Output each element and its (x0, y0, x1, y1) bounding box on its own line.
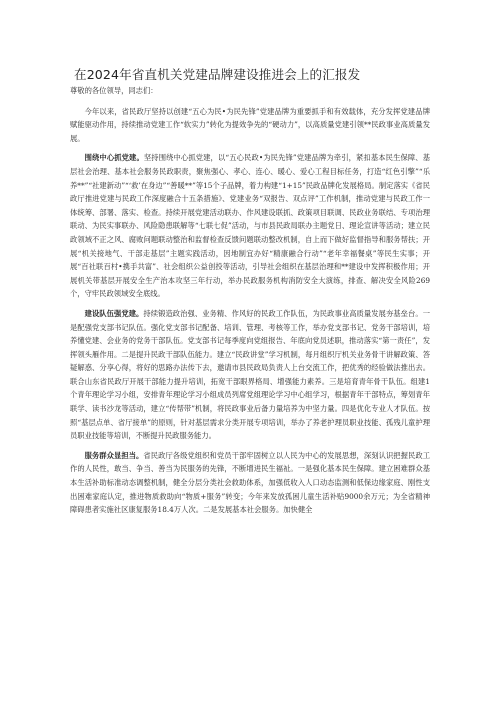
section-lead-2: 建设队伍强党建。 (84, 308, 144, 318)
section-lead-3: 服务群众显担当。 (84, 450, 144, 460)
section-body-2: 持续锻造政治强、业务精、作风好的民政工作队伍，为民政事业高质量发展夯基垒台。一是配强党支部书记队伍。强化党支部书记配备、培训、管理、考核等工作，举办党支部书记、党务干部培训，培养懂党建、会业务的党务干部队伍。党支部书记每季度向党组报告、年底向党员述职，推动落实“第一责任”，发挥领头雁作用。二是提升民政干部队伍能力。建立“民政讲堂”学习机制，每月组织厅机关业务骨干讲解政策、答疑解惑、分享心得，将好的思路办法传下去，邀请市县民政局负责人上台交流工作，把优秀的经验做法推出去。联合山东省民政厅开展干部能力提升培训，拓宽干部眼界格局、增强能力素养。三是培育青年骨干队伍。组建1个青年理论学习小组，安排青年理论学习小组成员列席党组理论学习中心组学习，根据青年干部特点，筹划青年联学、读书沙龙等活动，建立“传帮带”机制，将民政事业后备力量培养为中坚力量。四是优化专业人才队伍。按照“基层点单、省厅接单”的原则，针对基层需求分类开展专项培训，举办了养老护理员职业技能、孤残儿童护理员职业技能等培训，不断提升民政服务能力。 (70, 308, 431, 441)
section-paragraph-1 (70, 151, 430, 301)
section-body-1: 坚持围绕中心抓党建，以“五心民政•为民先锋”党建品牌为牵引，紧扣基本民生保障、基层社会治理、基本社会服务民政职责，聚焦强心、孝心、连心、暖心、爱心工程目标任务，打造“红色引擎”“乐养**”“社建新动”“‘救’在身边”“善暖**”等15个子品牌，着力构建“1+15”民政品牌化发展格局。制定落实《省民政厅推进党建与民政工作深度融合十五条措施》、党建业务“双报告、双点评”工作机制，推动党建与民政工作一体统筹、部署、落实、检查。持续开展党建活动联办、作风建设联抓、政策项目联调、民政业务联结、专项治理联动、为民实事联办、风险隐患联解等“七联七促”活动，与市县民政局联办主题党日、理论宣讲等活动；建立民政领域不正之风、腐败问题联动整治和监督检查反馈问题联动整改机制，自上而下做好监督指导和服务帮扶；开展“机关接地气、干部走基层”主题实践活动，因地制宜办好“精康融合行动”“老年幸福餐桌”等民生实事；开展“百社联百村•携手共富”、社会组织公益创投等活动，引导社会组织在基层治理和**建设中发挥积极作用；开展机关带基层开展安全生产治本攻坚三年行动，举办民政服务机构消防安全大演练，排查、解决安全风险269个，守牢民政领域安全底线。 (70, 153, 431, 299)
document-title: 在2024年省直机关党建品牌建设推进会上的汇报发 (74, 67, 361, 82)
section-paragraph-3 (70, 449, 430, 517)
section-body-3: 省民政厅各级党组织和党员干部牢固树立以人民为中心的发展思想，深刻认识把握民政工作的人民性，敢当、争当、善当为民服务的先锋，不断增进民生福祉。一是强化基本民生保障。建立困难群众基本生活补助标准动态调整机制，健全分层分类社会救助体系，加强低收入人口动态监测和低保边缘家庭、刚性支出困难家庭认定，推进物质救助向“物质+服务”转变；今年来发放孤困儿童生活补贴9000余万元；为全省精神障碍患者实施社区康复服务18.4万人次。二是发展基本社会服务。加快健全 (70, 450, 431, 515)
section-lead-1: 围绕中心抓党建。 (84, 153, 144, 163)
section-paragraph-2 (70, 307, 430, 443)
intro-paragraph: 今年以来，省民政厅坚持以创建“五心为民•为民先锋”党建品牌为重要抓手和有效载体，充分发挥党建品牌赋能驱动作用，持续推动党建工作“软实力”转化为提效争先的“硬动力”，以高质量党建引领**民政事业高质量发展。 (70, 106, 430, 143)
salutation: 尊敬的各位领导，同志们： (70, 86, 158, 95)
